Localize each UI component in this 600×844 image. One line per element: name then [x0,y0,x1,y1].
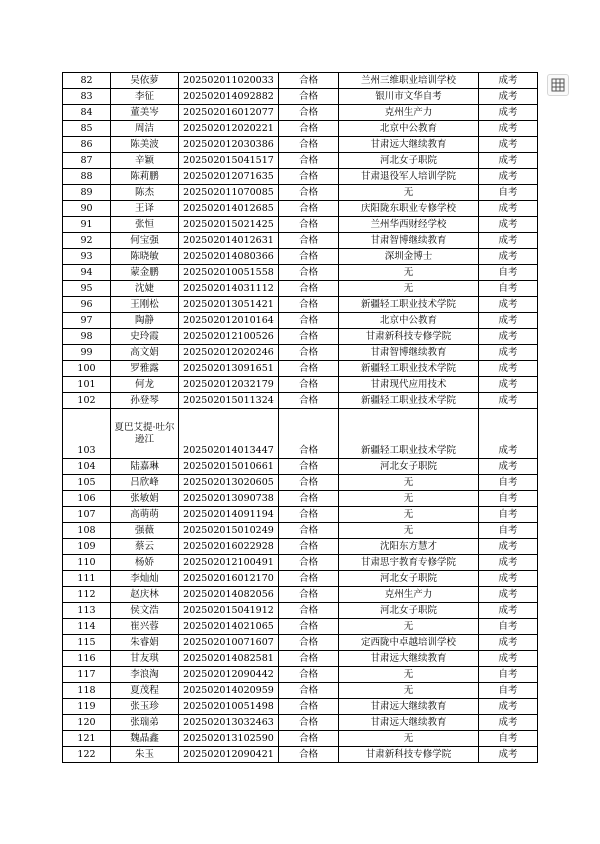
table-row [63,539,538,555]
cell-exam-type: 自考 [479,491,538,507]
cell-training-school: 克州生产力 [339,105,479,121]
cell-result: 合格 [279,635,339,651]
cell-result: 合格 [279,523,339,539]
cell-training-school: 新疆轻工职业技术学院 [339,297,479,313]
cell-result: 合格 [279,619,339,635]
cell-result: 合格 [279,297,339,313]
cell-exam-type: 成考 [479,651,538,667]
cell-exam-type: 成考 [479,361,538,377]
cell-training-school: 甘肃新科技专修学院 [339,329,479,345]
cell-result: 合格 [279,507,339,523]
cell-exam-type: 成考 [479,121,538,137]
cell-exam-type: 成考 [479,393,538,409]
cell-row-number: 121 [63,731,111,747]
cell-training-school: 甘肃远大继续教育 [339,699,479,715]
table-row [63,281,538,297]
cell-row-number: 101 [63,377,111,393]
table-row [63,491,538,507]
cell-result: 合格 [279,329,339,345]
cell-exam-id: 202502015010661 [179,459,279,475]
cell-exam-type: 成考 [479,459,538,475]
table-row [63,361,538,377]
cell-training-school: 兰州华西财经学校 [339,217,479,233]
cell-exam-id: 202502013091651 [179,361,279,377]
cell-exam-type: 成考 [479,715,538,731]
cell-exam-id: 202502013020605 [179,475,279,491]
cell-training-school: 河北女子职院 [339,571,479,587]
cell-row-number: 120 [63,715,111,731]
cell-result: 合格 [279,153,339,169]
cell-row-number: 103 [63,409,111,459]
cell-training-school: 甘肃智博继续教育 [339,233,479,249]
cell-result: 合格 [279,137,339,153]
cell-row-number: 84 [63,105,111,121]
cell-result: 合格 [279,555,339,571]
cell-student-name: 陈莉鹏 [111,169,179,185]
cell-exam-id: 202502016012170 [179,571,279,587]
cell-row-number: 102 [63,393,111,409]
table-row [63,507,538,523]
cell-result: 合格 [279,651,339,667]
cell-exam-id: 202502015041912 [179,603,279,619]
cell-row-number: 105 [63,475,111,491]
cell-training-school: 无 [339,281,479,297]
table-row [63,603,538,619]
cell-student-name: 张瑞弟 [111,715,179,731]
table-row [63,715,538,731]
cell-exam-type: 成考 [479,249,538,265]
cell-training-school: 甘肃远大继续教育 [339,137,479,153]
cell-exam-type: 成考 [479,587,538,603]
cell-student-name: 朱玉 [111,747,179,763]
cell-training-school: 甘肃远大继续教育 [339,651,479,667]
cell-row-number: 94 [63,265,111,281]
cell-exam-id: 202502013051421 [179,297,279,313]
cell-student-name: 魏晶鑫 [111,731,179,747]
cell-exam-type: 成考 [479,73,538,89]
table-row [63,329,538,345]
cell-student-name: 周洁 [111,121,179,137]
cell-student-name: 崔兴蓉 [111,619,179,635]
cell-training-school: 新疆轻工职业技术学院 [339,361,479,377]
cell-row-number: 83 [63,89,111,105]
table-row [63,105,538,121]
cell-exam-type: 自考 [479,619,538,635]
cell-student-name: 李浪淘 [111,667,179,683]
cell-student-name: 李征 [111,89,179,105]
cell-training-school: 庆阳陇东职业专修学校 [339,201,479,217]
cell-exam-type: 成考 [479,233,538,249]
cell-student-name: 陈杰 [111,185,179,201]
cell-exam-type: 成考 [479,89,538,105]
cell-row-number: 82 [63,73,111,89]
table-row [63,651,538,667]
table-row [63,201,538,217]
cell-training-school: 深圳金博士 [339,249,479,265]
cell-exam-type: 成考 [479,313,538,329]
cell-training-school: 无 [339,475,479,491]
cell-row-number: 87 [63,153,111,169]
cell-student-name: 高萌萌 [111,507,179,523]
table-row [63,683,538,699]
cell-result: 合格 [279,539,339,555]
cell-row-number: 96 [63,297,111,313]
table-row [63,699,538,715]
table-row [63,153,538,169]
cell-result: 合格 [279,683,339,699]
cell-row-number: 113 [63,603,111,619]
table-row [63,185,538,201]
cell-result: 合格 [279,393,339,409]
cell-row-number: 85 [63,121,111,137]
cell-result: 合格 [279,201,339,217]
table-row [63,409,538,459]
cell-row-number: 86 [63,137,111,153]
table-row [63,587,538,603]
cell-training-school: 河北女子职院 [339,603,479,619]
cell-student-name: 陈晓敏 [111,249,179,265]
cell-result: 合格 [279,667,339,683]
cell-student-name: 张恒 [111,217,179,233]
cell-student-name: 何龙 [111,377,179,393]
table-row [63,297,538,313]
cell-training-school: 新疆轻工职业技术学院 [339,409,479,459]
cell-row-number: 99 [63,345,111,361]
cell-student-name: 董美岑 [111,105,179,121]
cell-row-number: 90 [63,201,111,217]
cell-student-name: 蒙金鹏 [111,265,179,281]
cell-row-number: 114 [63,619,111,635]
cell-exam-id: 202502014031112 [179,281,279,297]
cell-training-school: 银川市文华自考 [339,89,479,105]
cell-exam-id: 202502012020246 [179,345,279,361]
cell-result: 合格 [279,185,339,201]
cell-student-name: 陈美波 [111,137,179,153]
cell-result: 合格 [279,409,339,459]
cell-result: 合格 [279,345,339,361]
cell-training-school: 无 [339,523,479,539]
cell-training-school: 无 [339,731,479,747]
table-row [63,217,538,233]
cell-exam-id: 202502012071635 [179,169,279,185]
cell-student-name: 陶静 [111,313,179,329]
cell-row-number: 89 [63,185,111,201]
cell-exam-id: 202502010071607 [179,635,279,651]
cell-result: 合格 [279,265,339,281]
side-tool-button[interactable] [547,74,569,96]
cell-student-name: 夏巴艾提·吐尔逊江 [111,409,179,459]
cell-student-name: 夏茂程 [111,683,179,699]
cell-exam-type: 成考 [479,137,538,153]
cell-training-school: 甘肃思宇教育专修学院 [339,555,479,571]
cell-training-school: 无 [339,265,479,281]
cell-exam-type: 成考 [479,603,538,619]
results-table [62,72,538,763]
cell-row-number: 115 [63,635,111,651]
table-row [63,731,538,747]
cell-student-name: 吕欣峰 [111,475,179,491]
cell-exam-type: 自考 [479,731,538,747]
cell-student-name: 朱睿娟 [111,635,179,651]
cell-result: 合格 [279,105,339,121]
cell-row-number: 95 [63,281,111,297]
cell-exam-type: 成考 [479,329,538,345]
table-row [63,265,538,281]
cell-exam-id: 202502014082056 [179,587,279,603]
cell-exam-type: 自考 [479,683,538,699]
table-extract-icon [551,78,565,92]
cell-training-school: 沈阳东方慧才 [339,539,479,555]
cell-exam-id: 202502012100526 [179,329,279,345]
cell-student-name: 杨娇 [111,555,179,571]
cell-exam-type: 自考 [479,475,538,491]
cell-exam-id: 202502014092882 [179,89,279,105]
cell-exam-id: 202502012020221 [179,121,279,137]
cell-row-number: 116 [63,651,111,667]
cell-student-name: 侯文浩 [111,603,179,619]
cell-training-school: 无 [339,683,479,699]
cell-result: 合格 [279,89,339,105]
cell-result: 合格 [279,249,339,265]
cell-exam-id: 202502012032179 [179,377,279,393]
cell-exam-id: 202502014021065 [179,619,279,635]
cell-student-name: 何宝强 [111,233,179,249]
cell-row-number: 104 [63,459,111,475]
cell-training-school: 无 [339,619,479,635]
cell-training-school: 无 [339,185,479,201]
table-row [63,667,538,683]
cell-exam-id: 202502014020959 [179,683,279,699]
table-row [63,137,538,153]
cell-row-number: 110 [63,555,111,571]
table-row [63,555,538,571]
cell-training-school: 无 [339,491,479,507]
cell-student-name: 王译 [111,201,179,217]
cell-exam-type: 成考 [479,571,538,587]
cell-training-school: 甘肃远大继续教育 [339,715,479,731]
cell-exam-id: 202502015010249 [179,523,279,539]
cell-student-name: 罗雅露 [111,361,179,377]
cell-training-school: 北京中公教育 [339,313,479,329]
cell-exam-id: 202502015041517 [179,153,279,169]
cell-row-number: 106 [63,491,111,507]
cell-exam-type: 成考 [479,169,538,185]
cell-student-name: 孙登琴 [111,393,179,409]
cell-student-name: 强薇 [111,523,179,539]
cell-result: 合格 [279,169,339,185]
cell-result: 合格 [279,459,339,475]
cell-result: 合格 [279,361,339,377]
cell-exam-type: 成考 [479,539,538,555]
cell-exam-type: 成考 [479,105,538,121]
cell-result: 合格 [279,73,339,89]
cell-result: 合格 [279,603,339,619]
cell-student-name: 沈婕 [111,281,179,297]
cell-exam-id: 202502014080366 [179,249,279,265]
cell-result: 合格 [279,491,339,507]
cell-exam-id: 202502013102590 [179,731,279,747]
cell-exam-id: 202502013032463 [179,715,279,731]
cell-student-name: 赵庆林 [111,587,179,603]
results-table-body [63,73,538,763]
cell-result: 合格 [279,731,339,747]
cell-training-school: 兰州三维职业培训学校 [339,73,479,89]
table-row [63,393,538,409]
cell-student-name: 辛颖 [111,153,179,169]
cell-exam-type: 成考 [479,201,538,217]
cell-exam-id: 202502014012685 [179,201,279,217]
cell-result: 合格 [279,281,339,297]
cell-row-number: 107 [63,507,111,523]
cell-result: 合格 [279,377,339,393]
cell-result: 合格 [279,217,339,233]
table-row [63,475,538,491]
cell-exam-type: 自考 [479,667,538,683]
cell-exam-id: 202502012010164 [179,313,279,329]
table-row [63,377,538,393]
cell-row-number: 93 [63,249,111,265]
cell-result: 合格 [279,233,339,249]
table-row [63,313,538,329]
cell-exam-id: 202502012100491 [179,555,279,571]
cell-row-number: 117 [63,667,111,683]
cell-row-number: 111 [63,571,111,587]
cell-exam-id: 202502012090442 [179,667,279,683]
cell-exam-id: 202502015021425 [179,217,279,233]
table-row [63,619,538,635]
cell-student-name: 史玲霞 [111,329,179,345]
cell-student-name: 张玉珍 [111,699,179,715]
cell-exam-id: 202502012090421 [179,747,279,763]
table-row [63,523,538,539]
cell-exam-type: 成考 [479,217,538,233]
cell-training-school: 甘肃新科技专修学院 [339,747,479,763]
cell-student-name: 甘友琪 [111,651,179,667]
cell-training-school: 无 [339,507,479,523]
cell-row-number: 109 [63,539,111,555]
cell-exam-type: 自考 [479,523,538,539]
cell-exam-id: 202502014012631 [179,233,279,249]
cell-student-name: 王刚松 [111,297,179,313]
table-row [63,345,538,361]
cell-result: 合格 [279,475,339,491]
cell-row-number: 88 [63,169,111,185]
cell-result: 合格 [279,715,339,731]
cell-training-school: 甘肃退役军人培训学院 [339,169,479,185]
cell-exam-type: 成考 [479,297,538,313]
cell-row-number: 112 [63,587,111,603]
cell-row-number: 108 [63,523,111,539]
cell-result: 合格 [279,121,339,137]
cell-exam-type: 成考 [479,635,538,651]
cell-student-name: 李灿灿 [111,571,179,587]
cell-exam-id: 202502012030386 [179,137,279,153]
cell-result: 合格 [279,587,339,603]
cell-exam-type: 成考 [479,747,538,763]
cell-exam-id: 202502014013447 [179,409,279,459]
cell-exam-id: 202502010051498 [179,699,279,715]
cell-exam-id: 202502014091194 [179,507,279,523]
cell-exam-type: 成考 [479,377,538,393]
cell-student-name: 蔡云 [111,539,179,555]
cell-exam-id: 202502010051558 [179,265,279,281]
table-row [63,249,538,265]
cell-exam-type: 自考 [479,281,538,297]
cell-exam-type: 自考 [479,507,538,523]
cell-training-school: 北京中公教育 [339,121,479,137]
cell-exam-type: 自考 [479,265,538,281]
cell-result: 合格 [279,313,339,329]
table-row [63,571,538,587]
cell-exam-id: 202502016022928 [179,539,279,555]
cell-exam-type: 成考 [479,345,538,361]
cell-training-school: 定西陇中卓越培训学校 [339,635,479,651]
cell-training-school: 甘肃现代应用技术 [339,377,479,393]
cell-student-name: 张敏娟 [111,491,179,507]
cell-exam-id: 202502011070085 [179,185,279,201]
cell-exam-type: 成考 [479,555,538,571]
cell-result: 合格 [279,699,339,715]
cell-training-school: 河北女子职院 [339,153,479,169]
cell-training-school: 新疆轻工职业技术学院 [339,393,479,409]
table-row [63,73,538,89]
cell-row-number: 98 [63,329,111,345]
cell-exam-type: 成考 [479,409,538,459]
cell-row-number: 119 [63,699,111,715]
table-row [63,121,538,137]
cell-exam-id: 202502011020033 [179,73,279,89]
table-row [63,89,538,105]
cell-exam-type: 成考 [479,699,538,715]
cell-exam-id: 202502014082581 [179,651,279,667]
cell-row-number: 92 [63,233,111,249]
cell-exam-type: 成考 [479,153,538,169]
cell-row-number: 97 [63,313,111,329]
cell-student-name: 陆嘉琳 [111,459,179,475]
cell-row-number: 91 [63,217,111,233]
cell-training-school: 无 [339,667,479,683]
cell-result: 合格 [279,571,339,587]
cell-student-name: 吴依萝 [111,73,179,89]
cell-training-school: 克州生产力 [339,587,479,603]
table-row [63,459,538,475]
table-row [63,635,538,651]
cell-row-number: 118 [63,683,111,699]
table-row [63,747,538,763]
cell-exam-id: 202502016012077 [179,105,279,121]
cell-training-school: 河北女子职院 [339,459,479,475]
table-row [63,233,538,249]
cell-row-number: 100 [63,361,111,377]
cell-student-name: 高文娟 [111,345,179,361]
cell-exam-id: 202502013090738 [179,491,279,507]
cell-row-number: 122 [63,747,111,763]
table-row [63,169,538,185]
cell-exam-type: 自考 [479,185,538,201]
cell-result: 合格 [279,747,339,763]
cell-exam-id: 202502015011324 [179,393,279,409]
cell-training-school: 甘肃智博继续教育 [339,345,479,361]
